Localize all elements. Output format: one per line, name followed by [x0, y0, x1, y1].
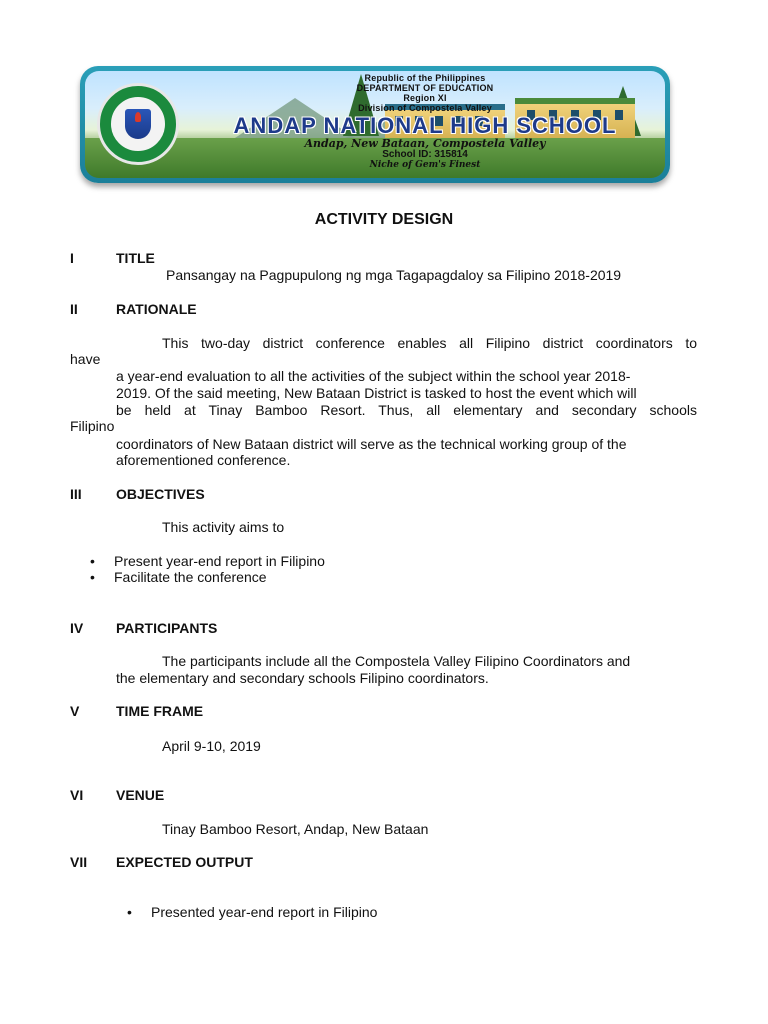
section-heading-title: TITLE	[116, 250, 155, 266]
rationale-line: Filipino	[70, 418, 115, 434]
objective-text: Facilitate the conference	[114, 569, 267, 585]
section-number: VII	[70, 854, 88, 870]
section-number: III	[70, 486, 82, 502]
objective-item	[90, 569, 267, 586]
venue-text: Tinay Bamboo Resort, Andap, New Bataan	[162, 821, 429, 837]
rationale-line: have	[70, 351, 101, 367]
rationale-line: coordinators of New Bataan district will serve as the technical working group of the	[116, 436, 627, 452]
banner-school-id: School ID: 315814	[382, 149, 468, 160]
section-heading-expected-output: EXPECTED OUTPUT	[116, 854, 253, 870]
banner-department: DEPARTMENT OF EDUCATION	[356, 83, 494, 93]
section-heading-venue: VENUE	[116, 787, 165, 803]
expected-output-text: Presented year-end report in Filipino	[151, 904, 378, 920]
banner-school-name: ANDAP NATIONAL HIGH SCHOOL	[233, 113, 617, 138]
objective-text: Present year-end report in Filipino	[114, 553, 325, 569]
participants-line: The participants include all the Compostela Valley Filipino Coordinators and	[162, 653, 631, 669]
banner-motto: Niche of Gem's Finest	[369, 160, 481, 170]
time-frame-text: April 9-10, 2019	[162, 738, 261, 754]
rationale-line: aforementioned conference.	[116, 452, 291, 468]
bullet-icon: •	[90, 569, 95, 585]
document-title: ACTIVITY DESIGN	[314, 211, 454, 228]
section-heading-participants: PARTICIPANTS	[116, 620, 218, 636]
section-number: II	[70, 301, 78, 317]
section-number: VI	[70, 787, 84, 803]
bullet-icon: •	[90, 553, 95, 569]
section-heading-time-frame: TIME FRAME	[116, 703, 204, 719]
title-text: Pansangay na Pagpupulong ng mga Tagapagdaloy sa Filipino 2018-2019	[166, 267, 622, 283]
banner-republic: Republic of the Philippines	[364, 73, 486, 83]
rationale-line: 2019. Of the said meeting, New Bataan District is tasked to host the event which will	[116, 385, 637, 401]
section-number: I	[70, 250, 74, 266]
expected-output-item	[127, 904, 377, 921]
rationale-line: This two-day district conference enables all Filipino district coordinators to	[162, 335, 697, 351]
banner-division: Division of Compostela Valley	[358, 103, 492, 113]
banner-text	[190, 73, 660, 170]
banner-photo	[85, 71, 665, 178]
school-seal-icon	[97, 83, 179, 165]
section-heading-rationale: RATIONALE	[116, 301, 197, 317]
banner-region: Region XI	[403, 93, 447, 103]
participants-line: the elementary and secondary schools Filipino coordinators.	[116, 670, 489, 686]
objectives-intro: This activity aims to	[162, 519, 285, 535]
section-number: IV	[70, 620, 84, 636]
bullet-icon: •	[127, 904, 132, 920]
section-number: V	[70, 703, 80, 719]
rationale-line: a year-end evaluation to all the activities of the subject within the school year 2018-	[116, 368, 631, 384]
school-banner	[80, 66, 670, 183]
objective-item	[90, 553, 325, 570]
section-heading-objectives: OBJECTIVES	[116, 486, 205, 502]
rationale-line: be held at Tinay Bamboo Resort. Thus, all elementary and secondary schools	[116, 402, 697, 418]
banner-address: Andap, New Bataan, Compostela Valley	[304, 137, 546, 150]
